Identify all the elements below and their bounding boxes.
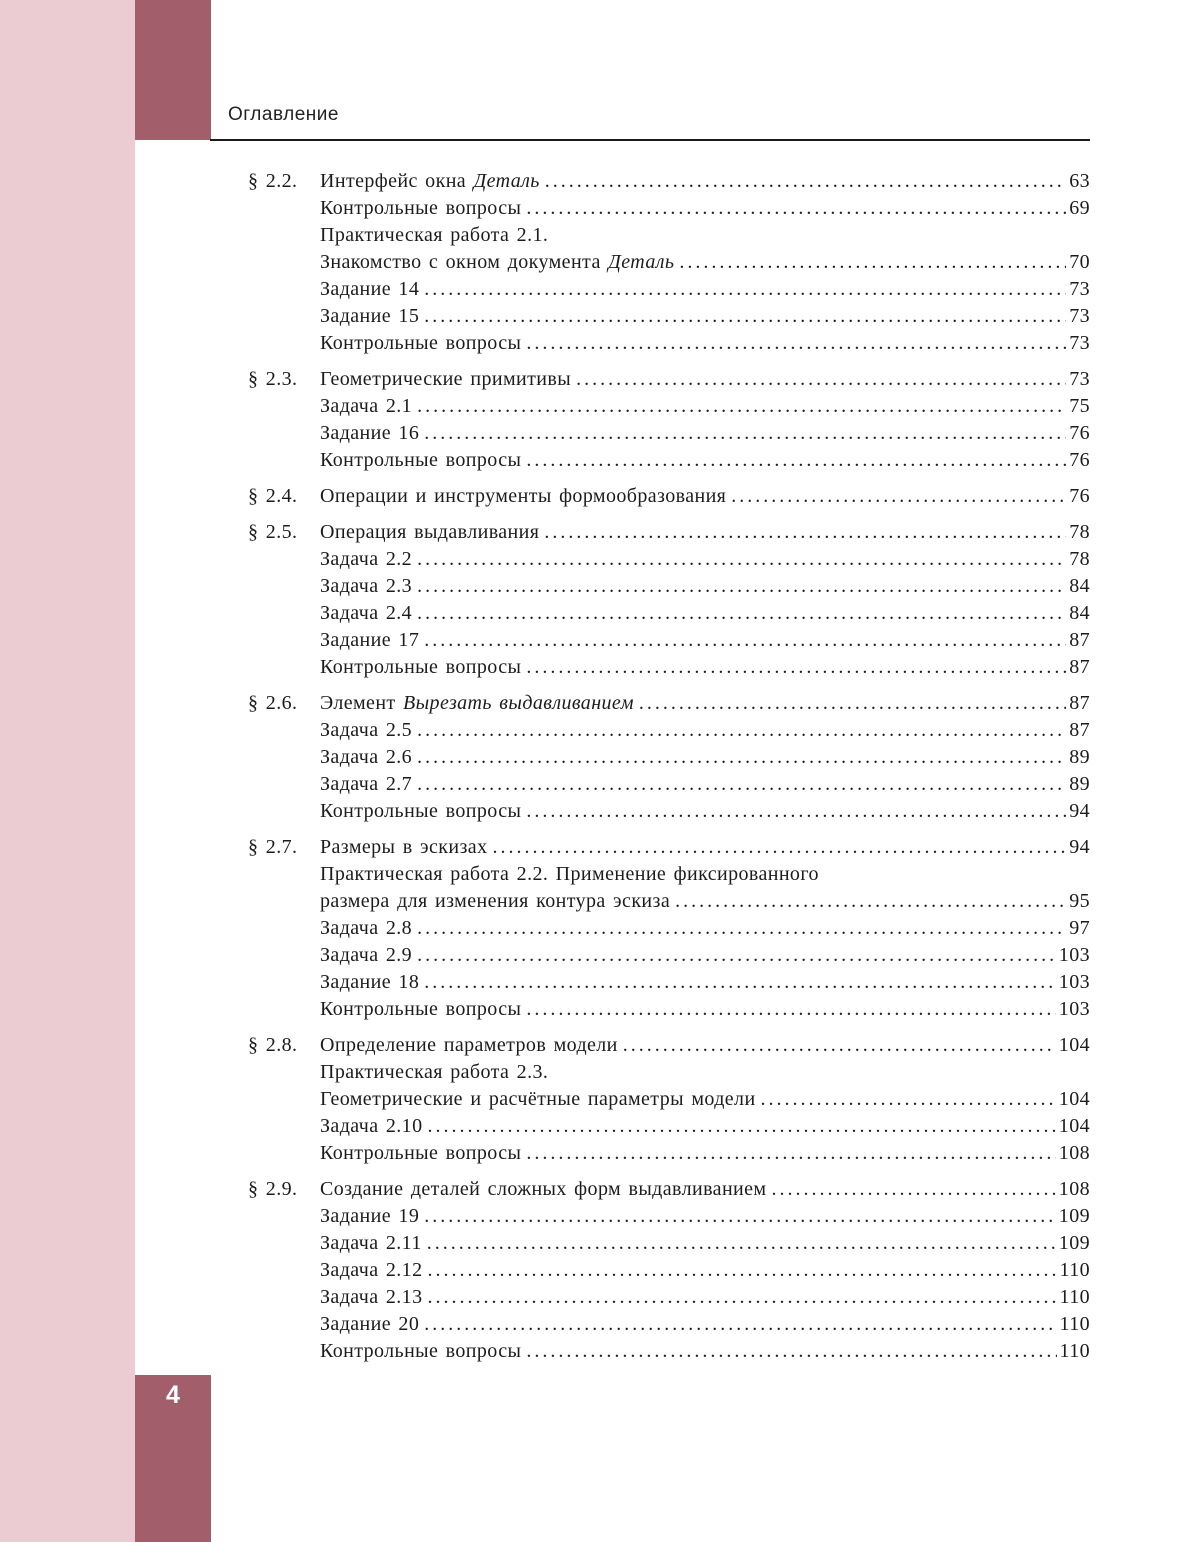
leader-dots bbox=[623, 1032, 1056, 1059]
toc-sub-entry bbox=[210, 276, 1090, 303]
toc-sub-entry bbox=[210, 771, 1090, 798]
page-header-title: Оглавление bbox=[228, 104, 339, 125]
toc-section-entry bbox=[210, 168, 1090, 195]
entry-page-number: 84 bbox=[1069, 575, 1090, 597]
entry-title: Задание 14 bbox=[320, 278, 420, 300]
entry-page-number: 73 bbox=[1069, 305, 1090, 327]
entry-title: Создание деталей сложных форм выдавливанием bbox=[320, 1178, 767, 1200]
leader-dots bbox=[417, 771, 1066, 798]
leader-dots bbox=[424, 969, 1056, 996]
toc-sub-entry bbox=[210, 1311, 1090, 1338]
entry-title: Задача 2.10 bbox=[320, 1115, 423, 1137]
leader-dots bbox=[424, 1203, 1056, 1230]
entry-page-number: 76 bbox=[1069, 485, 1090, 507]
entry-page-number: 110 bbox=[1059, 1313, 1090, 1335]
entry-title: Задача 2.6 bbox=[320, 746, 413, 768]
entry-title: Задание 16 bbox=[320, 422, 420, 444]
entry-title: Задача 2.3 bbox=[320, 575, 413, 597]
toc-section-entry bbox=[210, 834, 1090, 861]
entry-page-number: 108 bbox=[1058, 1178, 1090, 1200]
entry-title: Контрольные вопросы bbox=[320, 800, 522, 822]
toc-sub-entry bbox=[210, 195, 1090, 222]
entry-title: Геометрические примитивы bbox=[320, 368, 572, 390]
toc-sub-entry bbox=[210, 420, 1090, 447]
toc-sub-entry bbox=[210, 996, 1090, 1023]
entry-page-number: 109 bbox=[1058, 1205, 1090, 1227]
leader-dots bbox=[576, 366, 1066, 393]
section-number: § 2.7. bbox=[248, 836, 298, 858]
leader-dots bbox=[424, 303, 1066, 330]
toc-sub-entry bbox=[210, 627, 1090, 654]
leader-dots bbox=[526, 1338, 1056, 1365]
entry-title: Задание 18 bbox=[320, 971, 420, 993]
toc-sub-entry bbox=[210, 942, 1090, 969]
leader-dots bbox=[772, 1176, 1056, 1203]
entry-page-number: 94 bbox=[1069, 800, 1090, 822]
entry-page-number: 103 bbox=[1058, 944, 1090, 966]
entry-page-number: 87 bbox=[1069, 692, 1090, 714]
entry-page-number: 108 bbox=[1058, 1142, 1090, 1164]
leader-dots bbox=[417, 942, 1056, 969]
toc-sub-entry bbox=[210, 1284, 1090, 1311]
entry-page-number: 94 bbox=[1069, 836, 1090, 858]
page-number: 4 bbox=[166, 1381, 180, 1409]
entry-title: Задание 20 bbox=[320, 1313, 420, 1335]
toc-sub-entry bbox=[210, 1230, 1090, 1257]
entry-page-number: 63 bbox=[1069, 170, 1090, 192]
toc-sub-entry bbox=[210, 447, 1090, 474]
leader-dots bbox=[761, 1086, 1056, 1113]
leader-dots bbox=[639, 690, 1066, 717]
entry-title: Контрольные вопросы bbox=[320, 1142, 522, 1164]
entry-title: Задача 2.13 bbox=[320, 1286, 423, 1308]
entry-title: Задача 2.11 bbox=[320, 1232, 422, 1254]
entry-page-number: 84 bbox=[1069, 602, 1090, 624]
section-number: § 2.4. bbox=[248, 485, 298, 507]
entry-title: Контрольные вопросы bbox=[320, 1340, 522, 1362]
entry-page-number: 69 bbox=[1069, 197, 1090, 219]
entry-title: Контрольные вопросы bbox=[320, 197, 522, 219]
leader-dots bbox=[526, 195, 1066, 222]
leader-dots bbox=[424, 627, 1066, 654]
toc-sub-entry bbox=[210, 654, 1090, 681]
entry-title: Задача 2.1 bbox=[320, 395, 413, 417]
leader-dots bbox=[427, 1230, 1056, 1257]
section-number: § 2.8. bbox=[248, 1034, 298, 1056]
left-margin-strip bbox=[0, 0, 135, 1542]
entry-page-number: 73 bbox=[1069, 368, 1090, 390]
entry-title: Размеры в эскизах bbox=[320, 836, 488, 858]
toc-sub-entry bbox=[210, 573, 1090, 600]
toc-sub-entry bbox=[210, 222, 1090, 249]
entry-page-number: 89 bbox=[1069, 746, 1090, 768]
leader-dots bbox=[417, 573, 1066, 600]
entry-page-number: 95 bbox=[1069, 890, 1090, 912]
leader-dots bbox=[424, 420, 1066, 447]
entry-title: Геометрические и расчётные параметры модели bbox=[320, 1088, 756, 1110]
entry-page-number: 104 bbox=[1058, 1034, 1090, 1056]
leader-dots bbox=[526, 996, 1055, 1023]
section-number: § 2.2. bbox=[248, 170, 298, 192]
toc-section-entry bbox=[210, 519, 1090, 546]
entry-title: Операция выдавливания bbox=[320, 521, 540, 543]
leader-dots bbox=[427, 1257, 1056, 1284]
toc-sub-entry bbox=[210, 1059, 1090, 1086]
toc-sub-entry bbox=[210, 1140, 1090, 1167]
section-number: § 2.3. bbox=[248, 368, 298, 390]
entry-page-number: 75 bbox=[1069, 395, 1090, 417]
entry-page-number: 87 bbox=[1069, 629, 1090, 651]
entry-page-number: 103 bbox=[1058, 998, 1090, 1020]
entry-page-number: 76 bbox=[1069, 449, 1090, 471]
leader-dots bbox=[417, 393, 1066, 420]
toc-sub-entry bbox=[210, 888, 1090, 915]
leader-dots bbox=[417, 600, 1066, 627]
entry-title: Контрольные вопросы bbox=[320, 449, 522, 471]
leader-dots bbox=[417, 717, 1066, 744]
toc-sub-entry bbox=[210, 303, 1090, 330]
leader-dots bbox=[493, 834, 1067, 861]
leader-dots bbox=[417, 546, 1066, 573]
toc-sub-entry bbox=[210, 717, 1090, 744]
entry-page-number: 87 bbox=[1069, 719, 1090, 741]
entry-title: Операции и инструменты формообразования bbox=[320, 485, 727, 507]
entry-title: Задача 2.5 bbox=[320, 719, 413, 741]
toc-sub-entry bbox=[210, 798, 1090, 825]
toc-sub-entry bbox=[210, 393, 1090, 420]
leader-dots bbox=[731, 483, 1066, 510]
leader-dots bbox=[427, 1113, 1055, 1140]
entry-title: Задача 2.4 bbox=[320, 602, 413, 624]
section-number: § 2.6. bbox=[248, 692, 298, 714]
entry-title: Практическая работа 2.1. bbox=[320, 224, 549, 246]
entry-title: Задача 2.12 bbox=[320, 1259, 423, 1281]
toc-sub-entry bbox=[210, 546, 1090, 573]
entry-title: Контрольные вопросы bbox=[320, 656, 522, 678]
leader-dots bbox=[679, 249, 1066, 276]
entry-title: Контрольные вопросы bbox=[320, 998, 522, 1020]
toc-sub-entry bbox=[210, 1257, 1090, 1284]
toc-sub-entry bbox=[210, 744, 1090, 771]
entry-title: Интерфейс окна Деталь bbox=[320, 170, 540, 192]
leader-dots bbox=[526, 447, 1066, 474]
leader-dots bbox=[427, 1284, 1056, 1311]
leader-dots bbox=[526, 654, 1066, 681]
toc-sub-entry bbox=[210, 1203, 1090, 1230]
bottom-corner-block bbox=[135, 1375, 211, 1542]
entry-title: Задача 2.7 bbox=[320, 773, 413, 795]
entry-title: Контрольные вопросы bbox=[320, 332, 522, 354]
leader-dots bbox=[526, 1140, 1055, 1167]
entry-title: Задание 17 bbox=[320, 629, 420, 651]
leader-dots bbox=[545, 168, 1066, 195]
entry-page-number: 78 bbox=[1069, 521, 1090, 543]
leader-dots bbox=[526, 330, 1066, 357]
toc-sub-entry bbox=[210, 915, 1090, 942]
entry-page-number: 97 bbox=[1069, 917, 1090, 939]
leader-dots bbox=[417, 915, 1066, 942]
toc-section-entry bbox=[210, 1176, 1090, 1203]
entry-page-number: 110 bbox=[1059, 1286, 1090, 1308]
top-corner-block bbox=[135, 0, 211, 140]
entry-page-number: 73 bbox=[1069, 278, 1090, 300]
leader-dots bbox=[417, 744, 1066, 771]
toc-section-entry bbox=[210, 366, 1090, 393]
entry-title: размера для изменения контура эскиза bbox=[320, 890, 671, 912]
section-number: § 2.9. bbox=[248, 1178, 298, 1200]
toc-list bbox=[210, 168, 1090, 1365]
entry-page-number: 110 bbox=[1059, 1259, 1090, 1281]
entry-page-number: 104 bbox=[1058, 1115, 1090, 1137]
leader-dots bbox=[544, 519, 1066, 546]
entry-title: Задача 2.2 bbox=[320, 548, 413, 570]
entry-page-number: 78 bbox=[1069, 548, 1090, 570]
entry-title: Задача 2.9 bbox=[320, 944, 413, 966]
entry-title: Задание 15 bbox=[320, 305, 420, 327]
leader-dots bbox=[526, 798, 1066, 825]
entry-title: Практическая работа 2.2. Применение фиксированного bbox=[320, 863, 819, 885]
entry-page-number: 70 bbox=[1069, 251, 1090, 273]
toc-sub-entry bbox=[210, 249, 1090, 276]
entry-page-number: 110 bbox=[1059, 1340, 1090, 1362]
leader-dots bbox=[424, 276, 1066, 303]
toc-section-entry bbox=[210, 483, 1090, 510]
toc-sub-entry bbox=[210, 600, 1090, 627]
entry-page-number: 89 bbox=[1069, 773, 1090, 795]
toc-sub-entry bbox=[210, 1086, 1090, 1113]
entry-title: Элемент Вырезать выдавливанием bbox=[320, 692, 634, 714]
entry-title: Практическая работа 2.3. bbox=[320, 1061, 549, 1083]
toc-section-entry bbox=[210, 690, 1090, 717]
entry-title: Определение параметров модели bbox=[320, 1034, 618, 1056]
toc-sub-entry bbox=[210, 969, 1090, 996]
toc-sub-entry bbox=[210, 330, 1090, 357]
entry-title: Задание 19 bbox=[320, 1205, 420, 1227]
entry-page-number: 109 bbox=[1058, 1232, 1090, 1254]
toc-sub-entry bbox=[210, 1338, 1090, 1365]
entry-page-number: 104 bbox=[1058, 1088, 1090, 1110]
entry-title: Знакомство с окном документа Деталь bbox=[320, 251, 675, 273]
toc-sub-entry bbox=[210, 1113, 1090, 1140]
entry-page-number: 73 bbox=[1069, 332, 1090, 354]
leader-dots bbox=[424, 1311, 1056, 1338]
entry-title: Задача 2.8 bbox=[320, 917, 413, 939]
toc-sub-entry bbox=[210, 861, 1090, 888]
header-rule bbox=[210, 139, 1090, 141]
entry-page-number: 87 bbox=[1069, 656, 1090, 678]
leader-dots bbox=[675, 888, 1066, 915]
section-number: § 2.5. bbox=[248, 521, 298, 543]
toc-section-entry bbox=[210, 1032, 1090, 1059]
entry-page-number: 103 bbox=[1058, 971, 1090, 993]
entry-page-number: 76 bbox=[1069, 422, 1090, 444]
